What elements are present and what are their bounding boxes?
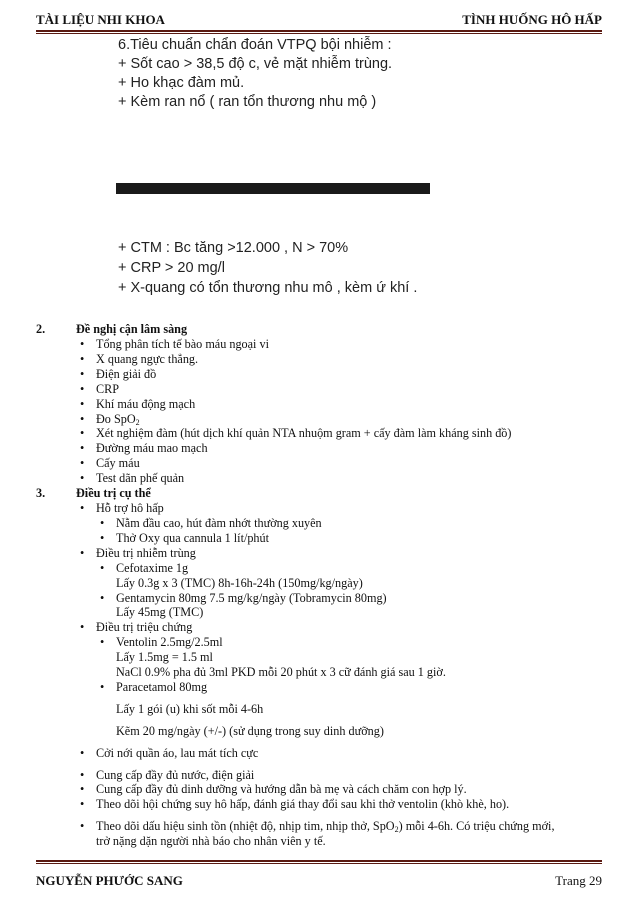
footer-rule	[36, 860, 602, 862]
sub-list-item: • Paracetamol 80mg	[100, 679, 208, 694]
bullet-icon: •	[80, 819, 85, 834]
dosage-line: Kẽm 20 mg/ngày (+/-) (sử dụng trong suy dinh dưỡng)	[116, 723, 384, 738]
bullet-icon: •	[80, 351, 85, 366]
header-left: TÀI LIỆU NHI KHOA	[36, 12, 165, 27]
dosage-line: Lấy 45mg (TMC)	[116, 605, 204, 620]
page-number: Trang 29	[555, 873, 602, 888]
bullet-icon: •	[100, 530, 105, 545]
bullet-icon: •	[100, 515, 105, 530]
bullet-icon: •	[100, 635, 105, 650]
sub-list-item: • Nằm đầu cao, hút đàm nhớt thường xuyên	[100, 515, 322, 530]
bullet-icon: •	[80, 456, 85, 471]
bullet-icon: •	[80, 797, 85, 812]
header-right: TÌNH HUỐNG HÔ HẤP	[462, 12, 602, 27]
list-item: • Theo dõi dấu hiệu sinh tồn (nhiệt độ, nhịp tim, nhịp thở, SpO$_2$) mỗi 4-6h. Có triệu chứng mới,	[80, 819, 555, 835]
bullet-icon: •	[80, 767, 85, 782]
list-item: • Khí máu động mạch	[80, 396, 196, 411]
section-heading	[36, 486, 602, 501]
bullet-icon: •	[100, 560, 105, 575]
bullet-icon: •	[100, 679, 105, 694]
scan-line: + X-quang có tổn thương nhu mô , kèm ứ khí .	[118, 280, 418, 296]
scan-line: + Ho khạc đàm mủ.	[118, 75, 245, 91]
sub-list-item: • Gentamycin 80mg 7.5 mg/kg/ngày (Tobramycin 80mg)	[100, 590, 387, 605]
list-item: • Theo dõi hội chứng suy hô hấp, đánh giá thay đổi sau khi thở ventolin (khò khè, ho).	[80, 797, 510, 812]
scan-line: + Kèm ran nổ ( ran tổn thương nhu mộ )	[118, 94, 377, 110]
dosage-line: Lấy 1 gói (u) khi sốt mỗi 4-6h	[116, 701, 264, 716]
bullet-icon: •	[80, 411, 85, 426]
main-content	[36, 322, 602, 849]
section-number: 3.	[36, 486, 46, 501]
dosage-line: NaCl 0.9% pha đủ 3ml PKD mỗi 20 phút x 3 cữ đánh giá sau 1 giờ.	[116, 665, 446, 680]
redaction-bar	[116, 183, 430, 194]
list-item: • Điều trị nhiễm trùng	[80, 545, 196, 560]
list-item: • Test dãn phế quản	[80, 471, 185, 486]
section-number: 2.	[36, 322, 46, 336]
bullet-icon: •	[80, 545, 85, 560]
page-footer	[36, 873, 602, 889]
bullet-icon: •	[80, 471, 85, 486]
bullet-icon: •	[80, 366, 85, 381]
list-item: • CRP	[80, 381, 120, 396]
section-heading	[36, 322, 602, 337]
sub-list-item: • Thở Oxy qua cannula 1 lít/phút	[100, 530, 270, 545]
list-item: • Tổng phân tích tế bào máu ngoại vi	[80, 337, 269, 351]
list-item: • Đường máu mao mạch	[80, 441, 208, 456]
list-item: • Cởi nới quần áo, lau mát tích cực	[80, 745, 259, 760]
scan-line: + CRP > 20 mg/l	[118, 260, 225, 276]
section-title: Điều trị cụ thể	[76, 486, 151, 501]
footer-author: NGUYỄN PHƯỚC SANG	[36, 873, 183, 888]
bullet-icon: •	[80, 441, 85, 456]
bullet-icon: •	[80, 501, 85, 516]
bullet-icon: •	[80, 381, 85, 396]
footer-rule-thin	[36, 863, 602, 864]
scan-line: 6.Tiêu chuẩn chẩn đoán VTPQ bội nhiễm :	[118, 37, 392, 53]
page-header	[36, 12, 602, 28]
scanned-criteria-block	[118, 36, 392, 112]
list-item: • Cung cấp đầy đủ dinh dưỡng và hướng dẫn bà mẹ và cách chăm con hợp lý.	[80, 782, 467, 797]
sub-list-item: • Cefotaxime 1g	[100, 560, 189, 575]
list-item: • X quang ngực thẳng.	[80, 351, 199, 366]
list-item: • Cung cấp đầy đủ nước, điện giải	[80, 767, 255, 782]
list-item-continuation: trở nặng dặn người nhà báo cho nhân viên y tế.	[96, 834, 326, 849]
section-title: Đề nghị cận lâm sàng	[76, 322, 188, 336]
sub-list-item: • Ventolin 2.5mg/2.5ml	[100, 635, 223, 650]
bullet-icon: •	[80, 745, 85, 760]
scan-line: + Sốt cao > 38,5 độ c, vẻ mặt nhiễm trùng.	[118, 56, 393, 72]
list-item: • Cấy máu	[80, 456, 140, 471]
bullet-icon: •	[80, 337, 85, 351]
header-rule-thin	[36, 33, 602, 34]
list-item: • Điện giải đồ	[80, 366, 157, 381]
list-item: • Điều trị triệu chứng	[80, 620, 193, 635]
scanned-lab-block	[118, 238, 417, 298]
scan-line: + CTM : Bc tăng >12.000 , N > 70%	[118, 240, 349, 256]
list-item: • Xét nghiệm đàm (hút dịch khí quản NTA nhuộm gram + cấy đàm làm kháng sinh đồ)	[80, 426, 512, 441]
list-item: • Hỗ trợ hô hấp	[80, 501, 164, 516]
bullet-icon: •	[100, 590, 105, 605]
bullet-icon: •	[80, 396, 85, 411]
header-rule	[36, 30, 602, 32]
dosage-line: Lấy 0.3g x 3 (TMC) 8h-16h-24h (150mg/kg/ngày)	[116, 575, 363, 590]
bullet-icon: •	[80, 620, 85, 635]
bullet-icon: •	[80, 426, 85, 441]
list-item: • Đo SpO$_2$	[80, 411, 140, 427]
bullet-icon: •	[80, 782, 85, 797]
dosage-line: Lấy 1.5mg = 1.5 ml	[116, 650, 213, 665]
